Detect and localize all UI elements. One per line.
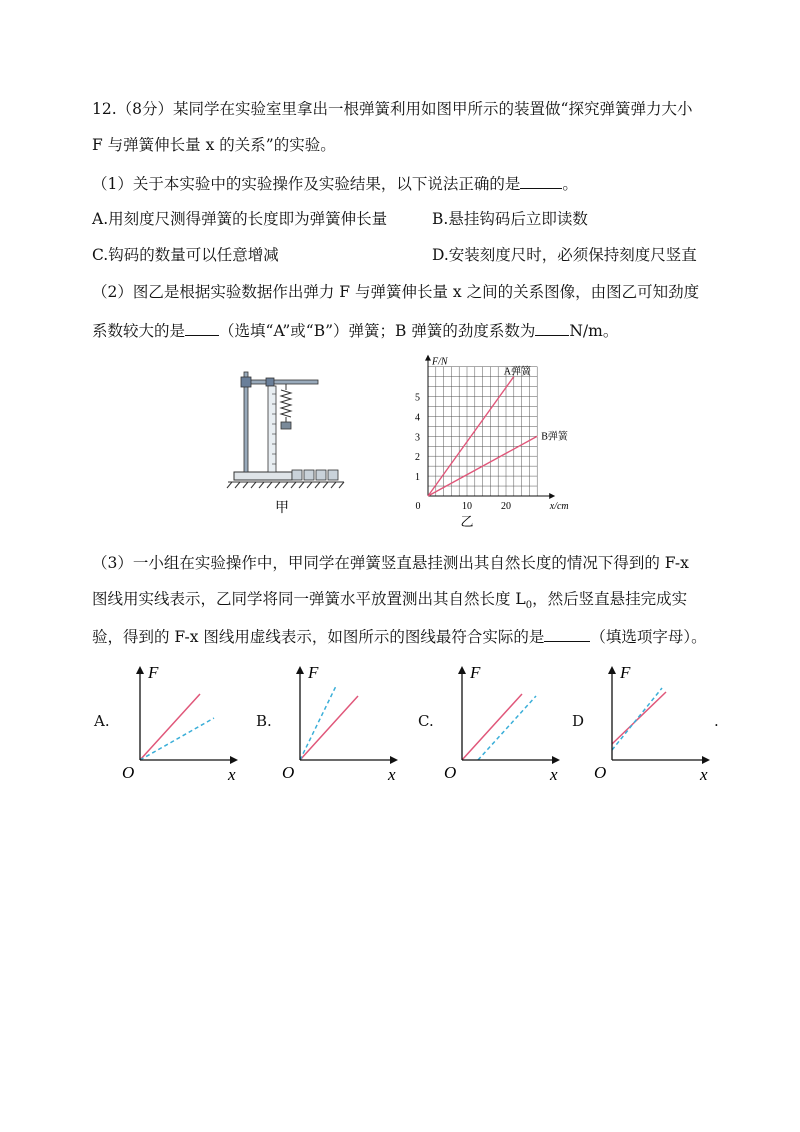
series-label-a: A弹簧 (503, 366, 532, 378)
option-axes (122, 663, 238, 784)
option-axes (594, 663, 710, 784)
option-graph-b[interactable] (278, 660, 408, 785)
y-tick-label: 2 (415, 452, 420, 464)
question-stem-line2: F 与弹簧伸长量 x 的关系”的实验。 (92, 136, 336, 154)
y-axis-label: F (470, 663, 481, 682)
ruler (268, 386, 276, 472)
option-b-dashed-line (300, 686, 336, 760)
question-header (92, 99, 692, 119)
question-number-score: 12.（8分） (92, 100, 174, 118)
x-axis-arrow (702, 756, 710, 764)
part3-line3-b: （填选项字母）。 (590, 628, 707, 646)
y-axis-arrow (296, 666, 304, 674)
x-axis-label: x (700, 765, 708, 784)
origin-label: O (122, 763, 135, 782)
x-axis-arrow (230, 756, 238, 764)
x-axis-label: x (550, 765, 558, 784)
part1-prompt-end: 。 (562, 175, 578, 193)
y-axis-arrow (458, 666, 466, 674)
y-axis-arrow (136, 666, 144, 674)
stand-base (234, 472, 292, 480)
chart-grid (428, 367, 537, 496)
spring (281, 384, 291, 422)
spare-weights (292, 470, 338, 480)
x-axis-label: x/cm (549, 501, 569, 512)
x-tick-label: 10 (462, 501, 472, 512)
series-label-b: B弹簧 (541, 431, 568, 443)
part2-line2-b: （选填“A”或“B”）弹簧；B 弹簧的劲度系数为 (219, 322, 536, 340)
y-tick-label: 1 (415, 472, 420, 484)
y-tick-label: 3 (415, 432, 420, 444)
y-axis-label: F (148, 663, 159, 682)
y-axis-arrow (608, 666, 616, 674)
part2-line1: （2）图乙是根据实验数据作出弹力 F 与弹簧伸长量 x 之间的关系图像，由图乙可知劲度 (92, 283, 700, 301)
part3-line1: （3）一小组在实验操作中，甲同学在弹簧竖直悬挂测出其自然长度的情况下得到的 F-x (92, 554, 689, 572)
part1-option-a: A.用刻度尺测得弹簧的长度即为弹簧伸长量 (92, 210, 388, 228)
hanging-weight (281, 422, 291, 429)
x-axis-arrow (390, 756, 398, 764)
part1-option-b: B.悬挂钩码后立即读数 (432, 210, 588, 228)
ground-hatching (227, 482, 344, 488)
option-graph-c[interactable] (440, 660, 570, 785)
option-b-solid-line (300, 696, 358, 760)
origin-label: O (444, 763, 457, 782)
part1-prompt (92, 172, 578, 194)
option-c-solid-line (462, 694, 522, 760)
part2-line2-a: 系数较大的是 (92, 322, 186, 340)
figure-jia-caption: 甲 (275, 501, 289, 516)
x-axis-label: x (228, 765, 236, 784)
option-a-solid-line (140, 694, 200, 760)
question-stem-line1: 某同学在实验室里拿出一根弹簧利用如图甲所示的装置做“探究弹簧弹力大小 (173, 100, 693, 118)
option-graph-a[interactable] (118, 660, 248, 785)
option-d-lines (612, 688, 666, 750)
trailing-dot: . (714, 712, 719, 730)
y-tick-label: 5 (415, 392, 420, 404)
x-axis-label: x (388, 765, 396, 784)
part1-option-d: D.安装刻度尺时，必须保持刻度尺竖直 (432, 246, 697, 264)
option-a-lines (140, 694, 214, 760)
option-axes (282, 663, 398, 784)
answer-option-a-label[interactable]: A. (94, 712, 110, 730)
y-axis-label: F (308, 663, 319, 682)
part3-line3-a: 验，得到的 F-x 图线用虚线表示，如图所示的图线最符合实际的是 (92, 628, 545, 646)
figure-yi-caption: 乙 (460, 514, 474, 529)
option-axes (444, 663, 560, 784)
origin-tick-label: 0 (415, 501, 421, 512)
part2-stiffness-blank[interactable] (535, 319, 569, 336)
origin-label: O (282, 763, 295, 782)
x-tick-label: 20 (501, 501, 511, 512)
y-axis-label: F (620, 663, 631, 682)
part3-line2-a: 图线用实线表示，乙同学将同一弹簧水平放置测出其自然长度 L (92, 590, 526, 608)
part1-answer-blank[interactable] (520, 172, 562, 189)
part3-l0-subscript: 0 (525, 600, 533, 612)
part3-answer-blank[interactable] (544, 625, 590, 642)
answer-option-d-label[interactable]: D (572, 712, 585, 730)
chart-x-arrow (549, 493, 555, 499)
option-a-dashed-line (140, 718, 214, 760)
part3-line2-b: ，然后竖直悬挂完成实 (532, 590, 688, 608)
origin-label: O (594, 763, 607, 782)
option-graph-d[interactable] (590, 660, 720, 785)
figure-jia-apparatus (226, 364, 348, 524)
answer-option-c-label[interactable]: C. (418, 712, 434, 730)
clamp-top (241, 377, 251, 387)
part2-line2 (92, 319, 618, 341)
clamp-ruler (266, 378, 274, 386)
option-c-lines (462, 694, 536, 760)
part3-line2 (92, 589, 687, 616)
y-axis-label: F/N (432, 356, 448, 368)
part3-line3 (92, 625, 707, 647)
part2-stiffer-spring-blank[interactable] (185, 319, 219, 336)
part1-prompt-text: （1）关于本实验中的实验操作及实验结果，以下说法正确的是 (92, 175, 521, 193)
part2-line2-c: N/m。 (569, 322, 619, 340)
part1-option-c: C.钩码的数量可以任意增减 (92, 246, 279, 264)
x-axis-arrow (552, 756, 560, 764)
figure-yi-chart (406, 356, 569, 530)
y-tick-label: 4 (415, 412, 420, 424)
option-b-lines (300, 686, 358, 760)
crossbar (244, 380, 318, 384)
option-d-solid-line (612, 692, 666, 744)
option-c-dashed-line (478, 696, 536, 760)
chart-y-arrow (425, 355, 431, 361)
answer-option-b-label[interactable]: B. (256, 712, 272, 730)
